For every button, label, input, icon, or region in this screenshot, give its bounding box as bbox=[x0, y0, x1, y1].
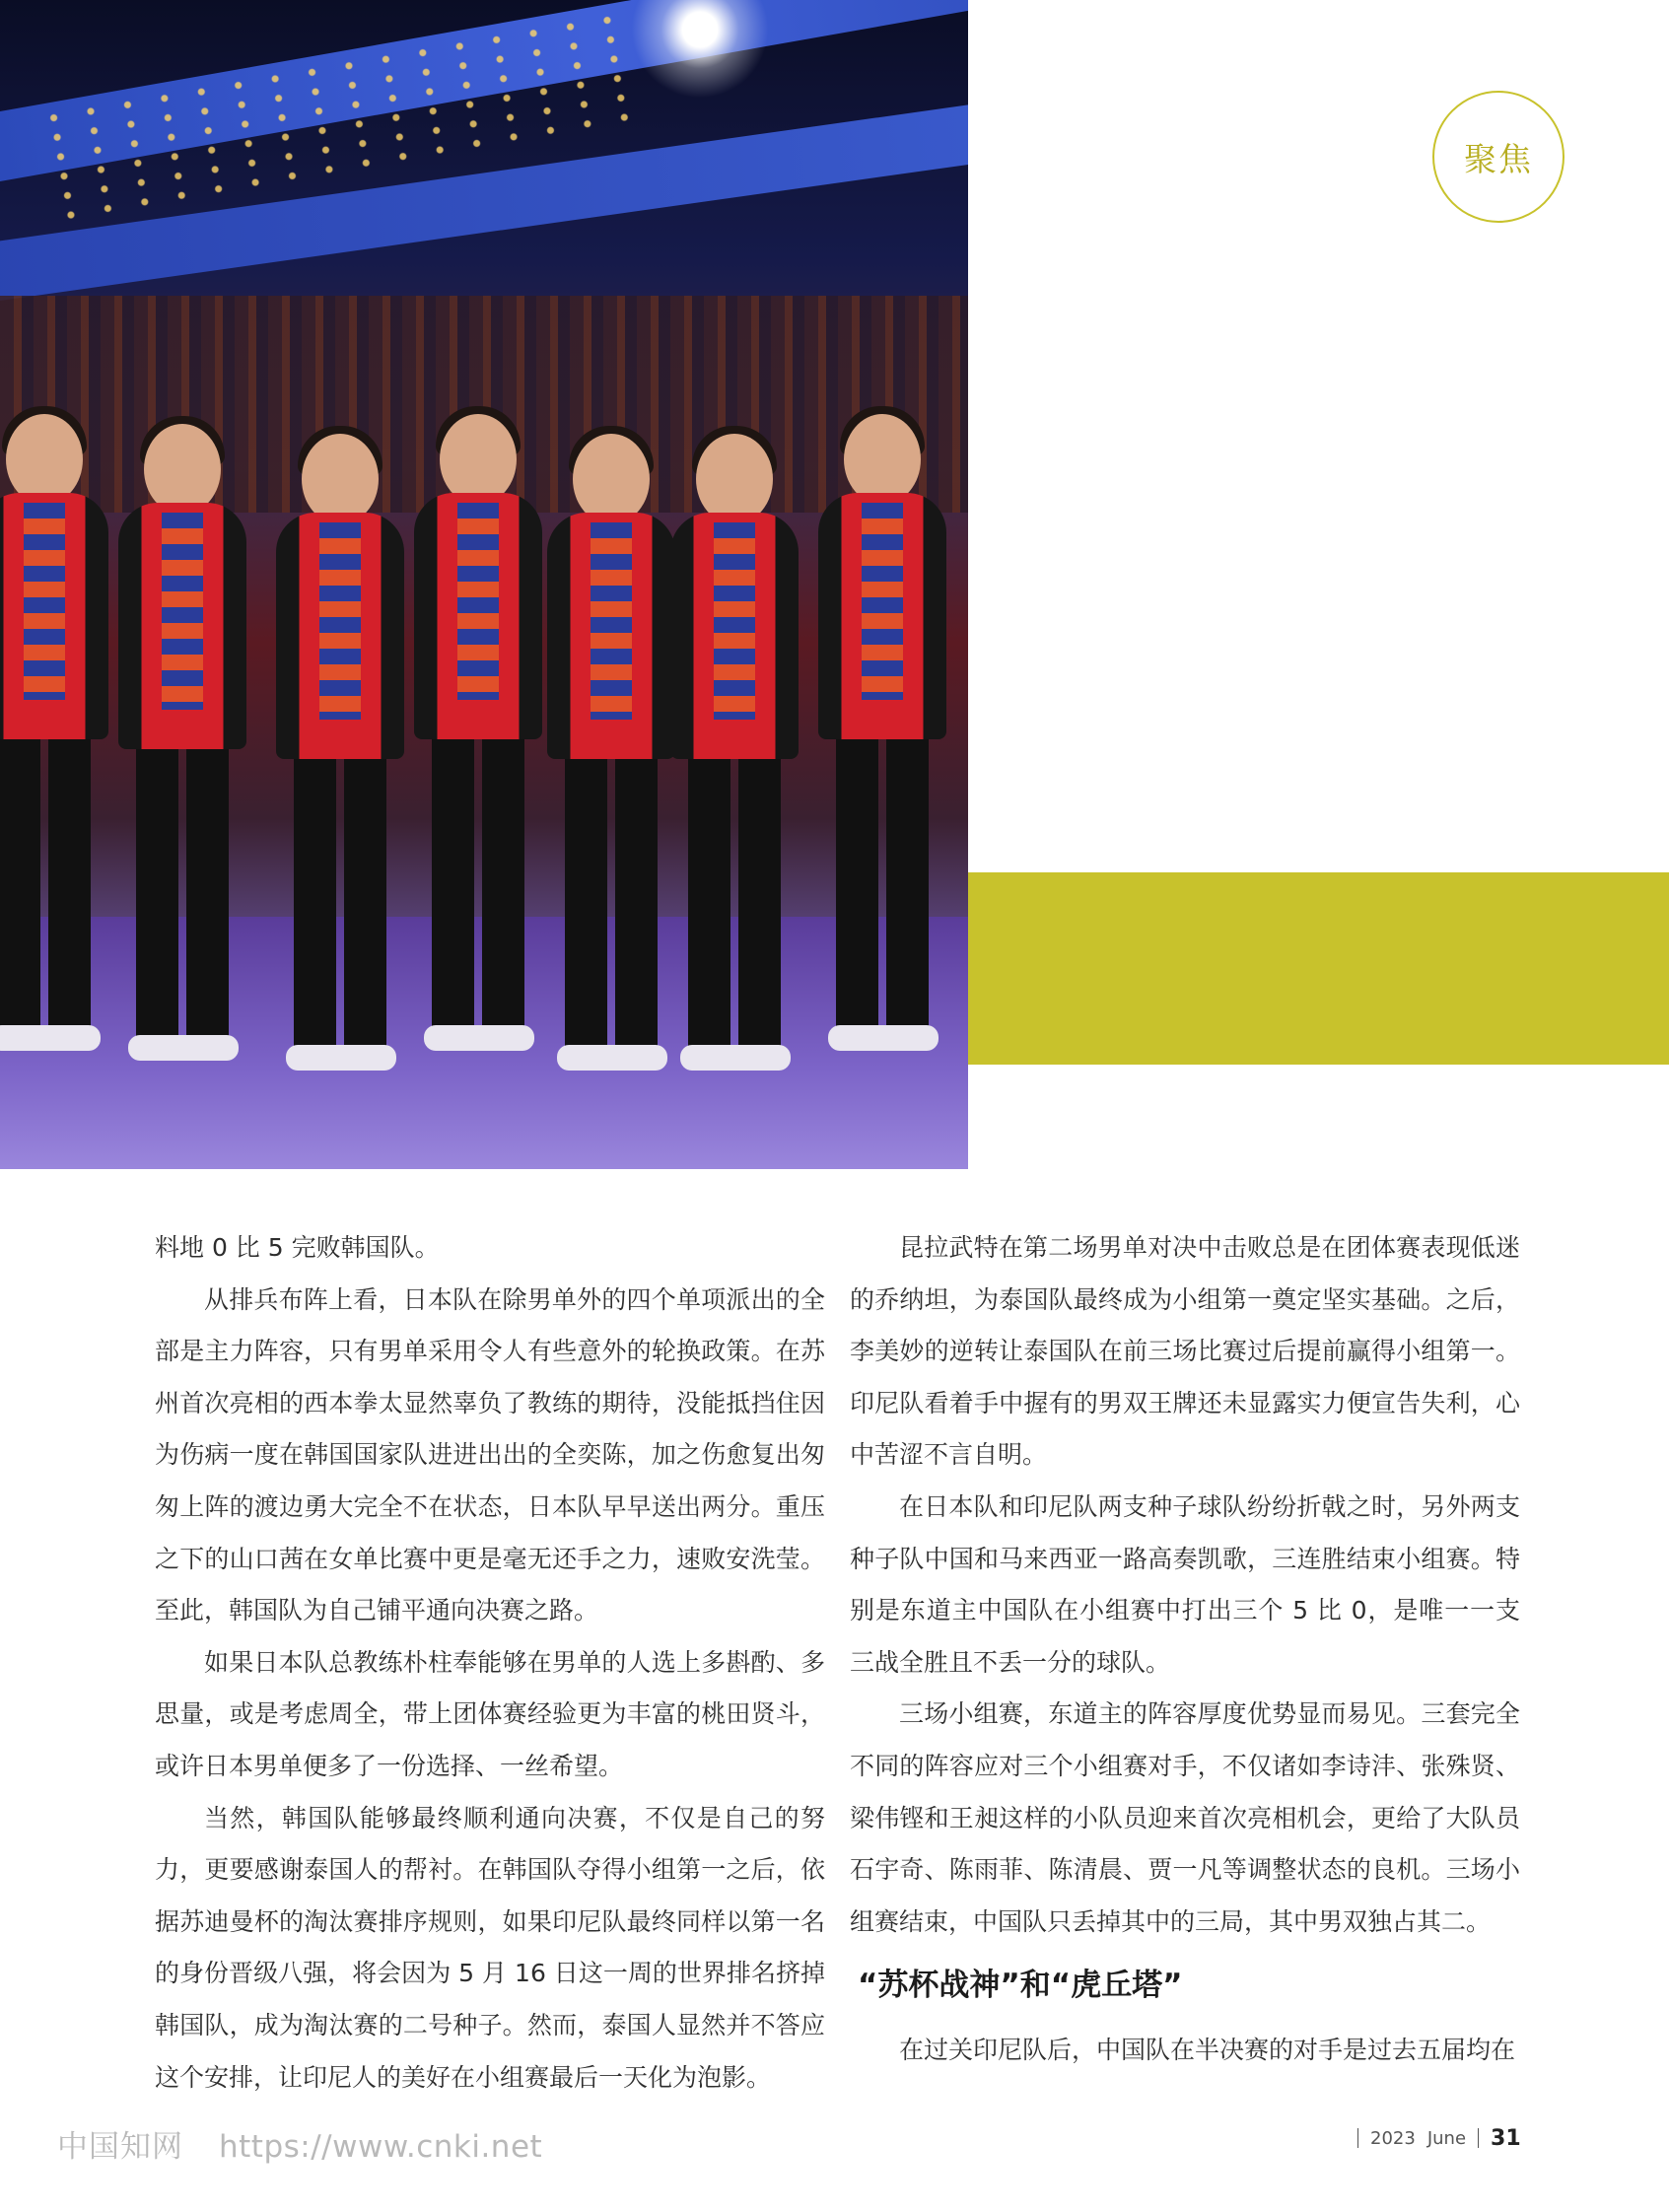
paragraph: 在过关印尼队后，中国队在半决赛的对手是过去五届均在 bbox=[899, 2036, 1516, 2065]
arena-spotlight bbox=[631, 0, 769, 99]
section-tag-label: 聚焦 bbox=[1464, 139, 1533, 178]
folio-year: 2023 bbox=[1370, 2127, 1416, 2149]
paragraph: 三场小组赛，东道主的阵容厚度优势显而易见。三套完全不同的阵容应对三个小组赛对手，不仅诸如李诗沣、张殊贤、梁伟铿和王昶这样的小队员迎来首次亮相机会，更给了大队员石宇奇、陈雨菲、陈清晨、贾一凡等调整状态的良机。三场小组赛结束，中国队只丢掉其中的三局，其中男双独占其二。 bbox=[850, 1699, 1520, 1936]
paragraph: 如果日本队总教练朴柱奉能够在男单的人选上多斟酌、多思量，或是考虑周全，带上团体赛经验更为丰富的桃田贤斗，或许日本男单便多了一份选择、一丝希望。 bbox=[155, 1647, 825, 1780]
section-tag bbox=[1432, 91, 1565, 223]
folio-month: June bbox=[1426, 2127, 1467, 2149]
folio-divider bbox=[1357, 2128, 1358, 2148]
page-folio bbox=[1357, 2123, 1521, 2153]
watermark bbox=[57, 2121, 542, 2166]
paragraph: 从排兵布阵上看，日本队在除男单外的四个单项派出的全部是主力阵容，只有男单采用令人有些意外的轮换政策。在苏州首次亮相的西本拳太显然辜负了教练的期待，没能抵挡住因为伤病一度在韩国国家队进进出出的全奕陈，加之伤愈复出匆匆上阵的渡边勇大完全不在状态，日本队早早送出两分。重压之下的山口茜在女单比赛中更是毫无还手之力，速败安洗莹。至此，韩国队为自己铺平通向决赛之路。 bbox=[155, 1284, 825, 1625]
paragraph: 昆拉武特在第二场男单对决中击败总是在团体赛表现低迷的乔纳坦，为泰国队最终成为小组第一奠定坚实基础。之后，李美妙的逆转让泰国队在前三场比赛过后提前赢得小组第一。印尼队看着手中握有的男双王牌还未显露实力便宣告失利，心中苦涩不言自明。 bbox=[850, 1233, 1520, 1470]
left-column bbox=[155, 1222, 825, 2104]
watermark-brand: 中国知网 bbox=[57, 2129, 183, 2165]
page-number: 31 bbox=[1491, 2125, 1521, 2151]
folio-divider bbox=[1478, 2128, 1479, 2148]
paragraph: 当然，韩国队能够最终顺利通向决赛，不仅是自己的努力，更要感谢泰国人的帮衬。在韩国队夺得小组第一之后，依据苏迪曼杯的淘汰赛排序规则，如果印尼队最终同样以第一名的身份晋级八强，将会因为 5 月 16 日这一周的世界排名挤掉韩国队，成为淘汰赛的二号种子。然而，泰国人显然并不答应这个安排，让印尼人的美好在小组赛最后一天化为泡影。 bbox=[155, 1803, 825, 2092]
paragraph: 料地 0 比 5 完败韩国队。 bbox=[155, 1233, 440, 1262]
right-column bbox=[850, 1222, 1520, 2077]
paragraph: 在日本队和印尼队两支种子球队纷纷折戟之时，另外两支种子队中国和马来西亚一路高奏凯歌，三连胜结束小组赛。特别是东道主中国队在小组赛中打出三个 5 比 0，是唯一一支三战全胜且不丢一分的球队。 bbox=[850, 1491, 1520, 1677]
watermark-url: https://www.cnki.net bbox=[219, 2129, 543, 2165]
accent-band bbox=[968, 872, 1669, 1065]
team-photo bbox=[0, 0, 968, 1169]
section-heading: “苏杯战神”和“虎丘塔” bbox=[858, 1968, 1183, 2004]
